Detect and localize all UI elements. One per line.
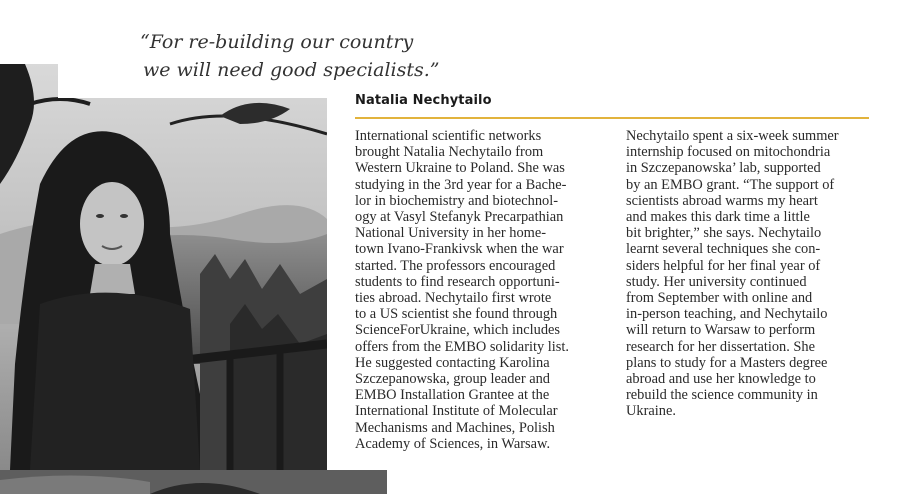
body-text-line: Nechytailo spent a six-week summer xyxy=(626,128,839,144)
body-text-line: in Szczepanowska’ lab, supported xyxy=(626,160,821,177)
body-text-line: ScienceForUkraine, which includes xyxy=(355,322,561,339)
body-text-line: internship focused on mitochondria xyxy=(626,144,831,161)
body-text-line: by an EMBO grant. “The support of xyxy=(626,176,835,193)
body-text-line: students to find research opportuni- xyxy=(355,273,560,290)
body-text-line: siders helpful for her final year of xyxy=(626,257,821,274)
body-text-line: bit brighter,” she says. Nechytailo xyxy=(626,225,822,242)
portrait-illustration xyxy=(0,64,327,470)
body-text-line: Western Ukraine to Poland. She was xyxy=(355,160,565,177)
body-text-line: will return to Warsaw to perform xyxy=(626,322,816,339)
second-photo-illustration xyxy=(0,470,387,494)
body-text-line: Academy of Sciences, in Warsaw. xyxy=(355,435,551,452)
body-text-line: from September with online and xyxy=(626,290,813,307)
body-column-2 xyxy=(626,128,839,420)
body-text-line: rebuild the science community in xyxy=(626,387,818,404)
body-text-line: scientists abroad warms my heart xyxy=(626,192,818,209)
body-text-line: and makes this dark time a little xyxy=(626,209,810,226)
body-text-line: plans to study for a Masters degree xyxy=(626,354,828,371)
body-text-line: abroad and use her knowledge to xyxy=(626,371,816,388)
body-text-line: EMBO Installation Grantee at the xyxy=(355,387,550,404)
body-text-line: brought Natalia Nechytailo from xyxy=(355,144,544,161)
body-text-line: studying in the 3rd year for a Bache- xyxy=(355,176,567,193)
pull-quote-line: “For re-building our country xyxy=(140,31,414,53)
body-column-1 xyxy=(355,128,569,452)
pull-quote-line: we will need good specialists.” xyxy=(143,59,440,81)
profile-name: Natalia Nechytailo xyxy=(355,93,492,108)
body-text-line: started. The professors encouraged xyxy=(355,257,556,274)
body-text-line: learnt several techniques she con- xyxy=(626,241,821,258)
second-photo-edge xyxy=(0,470,387,494)
pull-quote xyxy=(140,28,440,84)
body-text-line: International Institute of Molecular xyxy=(355,403,558,420)
body-text-line: Szczepanowska, group leader and xyxy=(355,371,550,388)
body-text-line: National University in her home- xyxy=(355,225,547,242)
body-text-line: ties abroad. Nechytailo first wrote xyxy=(355,290,552,307)
heading-rule xyxy=(355,117,869,119)
body-text-line: lor in biochemistry and biotechnol- xyxy=(355,192,559,209)
body-text-line: offers from the EMBO solidarity list. xyxy=(355,338,569,355)
body-text-line: Mechanisms and Machines, Polish xyxy=(355,419,555,436)
portrait-photo xyxy=(0,64,327,470)
body-text-line: town Ivano-Frankivsk when the war xyxy=(355,241,564,258)
body-text-line: to a US scientist she found through xyxy=(355,306,558,323)
body-text-line: ogy at Vasyl Stefanyk Precarpathian xyxy=(355,209,564,226)
body-text-line: Ukraine. xyxy=(626,403,676,420)
body-text-line: research for her dissertation. She xyxy=(626,338,816,355)
body-text-line: He suggested contacting Karolina xyxy=(355,354,550,371)
body-text-line: study. Her university continued xyxy=(626,273,807,290)
body-text-line: in-person teaching, and Nechytailo xyxy=(626,306,828,323)
body-text-line: International scientific networks xyxy=(355,128,542,144)
